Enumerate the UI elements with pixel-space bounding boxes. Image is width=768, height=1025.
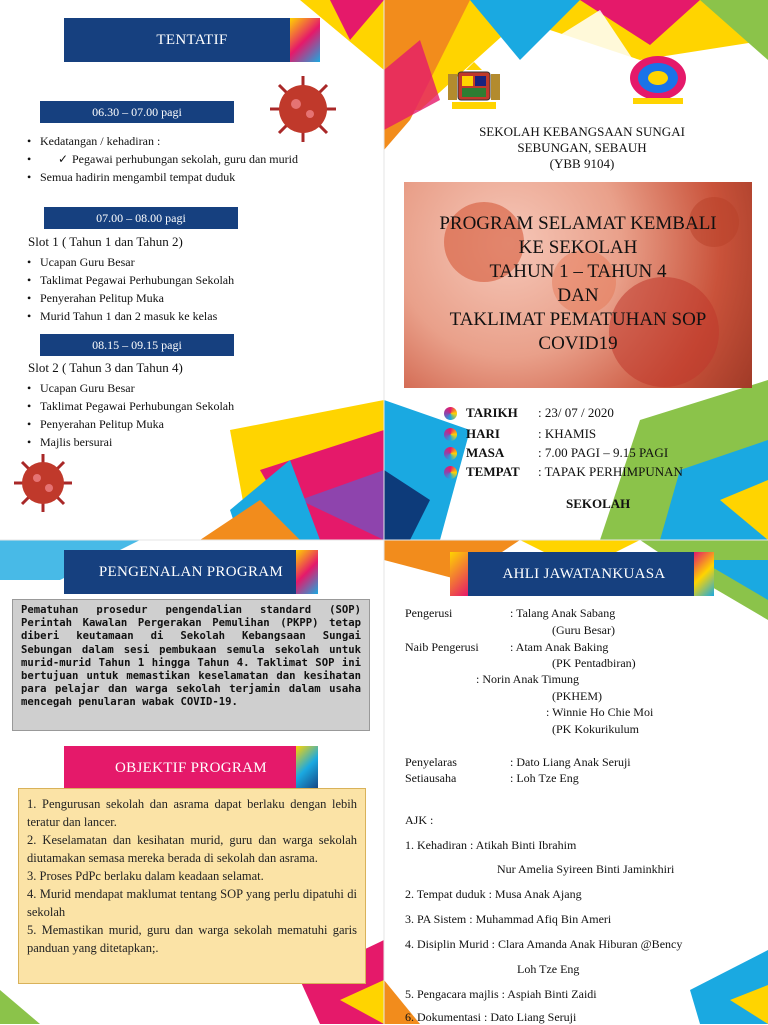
setiausaha-name: : Loh Tze Eng bbox=[510, 771, 579, 785]
intro-banner bbox=[64, 550, 318, 594]
banner-accent bbox=[450, 552, 468, 596]
virus-icon bbox=[12, 452, 74, 514]
list-item: 4. Murid mendapat maklumat tentang SOP yang perlu dipatuhi di sekolah bbox=[27, 887, 357, 919]
pengerusi-label: Pengerusi bbox=[405, 606, 453, 620]
banner-accent bbox=[694, 552, 714, 596]
schedule-list-3 bbox=[24, 379, 344, 451]
list-item: 3. Proses PdPc berlaku dalam keadaan selamat. bbox=[27, 869, 264, 883]
school-logo bbox=[627, 54, 689, 106]
committee-title: AHLI JAWATANKUASA bbox=[502, 565, 666, 582]
school-name: SEKOLAH KEBANGSAAN SUNGAI SEBUNGAN, SEBAUH (YBB 9104) bbox=[479, 124, 685, 171]
objective-list bbox=[18, 788, 366, 984]
objective-banner bbox=[64, 746, 318, 790]
program-title: PROGRAM SELAMAT KEMBALI KE SEKOLAH TAHUN 1 – TAHUN 4 DAN TAKLIMAT PEMATUHAN SOP COVID19 bbox=[439, 213, 717, 354]
list-item: • Ucapan Guru Besar bbox=[24, 253, 344, 271]
banner-accent bbox=[296, 550, 318, 594]
penyelaras-label: Penyelaras bbox=[405, 755, 457, 769]
slot-title: Slot 1 ( Tahun 1 dan Tahun 2) bbox=[28, 234, 183, 249]
naib-label: Naib Pengerusi bbox=[405, 640, 479, 654]
naib-name: : Norin Anak Timung bbox=[476, 672, 580, 686]
setiausaha-label: Setiausaha bbox=[405, 771, 457, 785]
ajk-item: 5. Pengacara majlis : Aspiah Binti Zaidi bbox=[405, 987, 597, 1001]
bullet-icon bbox=[444, 447, 457, 460]
list-item: • Ucapan Guru Besar bbox=[24, 379, 344, 397]
ajk-item: 1. Kehadiran : Atikah Binti Ibrahim bbox=[405, 838, 577, 852]
list-item: • Taklimat Pegawai Perhubungan Sekolah bbox=[24, 271, 344, 289]
list-item: • Majlis bersurai bbox=[24, 433, 344, 451]
bullet-icon bbox=[444, 428, 457, 441]
ajk-label: AJK : bbox=[405, 813, 434, 827]
list-item: • Penyerahan Pelitup Muka bbox=[24, 415, 344, 433]
schedule-list-2 bbox=[24, 253, 344, 325]
detail-row: HARI : KHAMIS bbox=[466, 426, 596, 442]
list-item: 1. Pengurusan sekolah dan asrama dapat berlaku dengan lebih teratur dan lancer. bbox=[27, 797, 357, 829]
pengerusi-role: (Guru Besar) bbox=[552, 623, 615, 637]
list-item: • ✓ Pegawai perhubungan sekolah, guru dan murid bbox=[24, 150, 344, 168]
bullet-icon bbox=[444, 466, 457, 479]
check-icon: • ✓ bbox=[58, 152, 69, 166]
ajk-item: 2. Tempat duduk : Musa Anak Ajang bbox=[405, 887, 582, 901]
time-slot-1: 06.30 – 07.00 pagi bbox=[40, 101, 234, 123]
naib-role: (PK Pentadbiran) bbox=[552, 656, 636, 670]
pengerusi-name: : Talang Anak Sabang bbox=[510, 606, 616, 620]
banner-accent bbox=[290, 18, 320, 62]
ajk-item: 6. Dokumentasi : Dato Liang Seruji bbox=[405, 1010, 577, 1024]
detail-continuation: SEKOLAH bbox=[566, 496, 631, 511]
time-slot-3: 08.15 – 09.15 pagi bbox=[40, 334, 234, 356]
naib-name: : Winnie Ho Chie Moi bbox=[546, 705, 654, 719]
list-item: • Kedatangan / kehadiran : bbox=[24, 132, 344, 150]
naib-role: (PK Kokurikulum bbox=[552, 722, 639, 736]
time-slot-2: 07.00 – 08.00 pagi bbox=[44, 207, 238, 229]
list-item: • Penyerahan Pelitup Muka bbox=[24, 289, 344, 307]
ajk-item: Loh Tze Eng bbox=[517, 962, 580, 976]
detail-row: TARIKH : 23/ 07 / 2020 bbox=[466, 405, 614, 421]
ajk-item: Nur Amelia Syireen Binti Jaminkhiri bbox=[497, 862, 675, 876]
list-item: • Semua hadirin mengambil tempat duduk bbox=[24, 168, 344, 186]
banner-accent bbox=[296, 746, 318, 790]
committee-banner bbox=[454, 552, 714, 596]
objective-title: OBJEKTIF PROGRAM bbox=[115, 759, 267, 776]
list-item: • Taklimat Pegawai Perhubungan Sekolah bbox=[24, 397, 344, 415]
detail-row: MASA : 7.00 PAGI – 9.15 PAGI bbox=[466, 445, 668, 461]
tentatif-title: TENTATIF bbox=[156, 31, 228, 48]
ajk-item: 3. PA Sistem : Muhammad Afiq Bin Ameri bbox=[405, 912, 612, 926]
slot-title: Slot 2 ( Tahun 3 dan Tahun 4) bbox=[28, 360, 183, 375]
list-item: • Murid Tahun 1 dan 2 masuk ke kelas bbox=[24, 307, 344, 325]
coat-of-arms-logo bbox=[444, 60, 504, 112]
intro-text: Pematuhan prosedur pengendalian standard (SOP) Perintah Kawalan Pergerakan Pemulihan (PKPP) tetap diberi keutamaan di Sekolah Kebangsaan Sungai Sebungan dalam sesi pembukaan semula sekolah untuk murid-murid Tahun 1 hingga Tahun 4. Taklimat SOP ini bertujuan untuk memastikan keselamatan dan kesihatan para pelajar dan warga sekolah terjamin dalam usaha mencegah penularan wabak COVID-19. bbox=[12, 599, 370, 731]
naib-role: (PKHEM) bbox=[552, 689, 602, 703]
naib-name: : Atam Anak Baking bbox=[510, 640, 609, 654]
list-item: 5. Memastikan murid, guru dan warga sekolah mematuhi garis panduan yang ditetapkan;. bbox=[27, 923, 357, 955]
tentatif-banner bbox=[64, 18, 320, 62]
ajk-item: 4. Disiplin Murid : Clara Amanda Anak Hiburan @Bency bbox=[405, 937, 683, 951]
schedule-list-1 bbox=[24, 132, 344, 186]
intro-title: PENGENALAN PROGRAM bbox=[98, 563, 284, 580]
detail-row: TEMPAT : TAPAK PERHIMPUNAN bbox=[466, 464, 683, 480]
penyelaras-name: : Dato Liang Anak Seruji bbox=[510, 755, 631, 769]
program-title-box bbox=[404, 182, 752, 388]
bullet-icon bbox=[444, 407, 457, 420]
list-item: 2. Keselamatan dan kesihatan murid, guru dan warga sekolah diutamakan semasa mereka berada di sekolah dan asrama. bbox=[27, 833, 357, 865]
